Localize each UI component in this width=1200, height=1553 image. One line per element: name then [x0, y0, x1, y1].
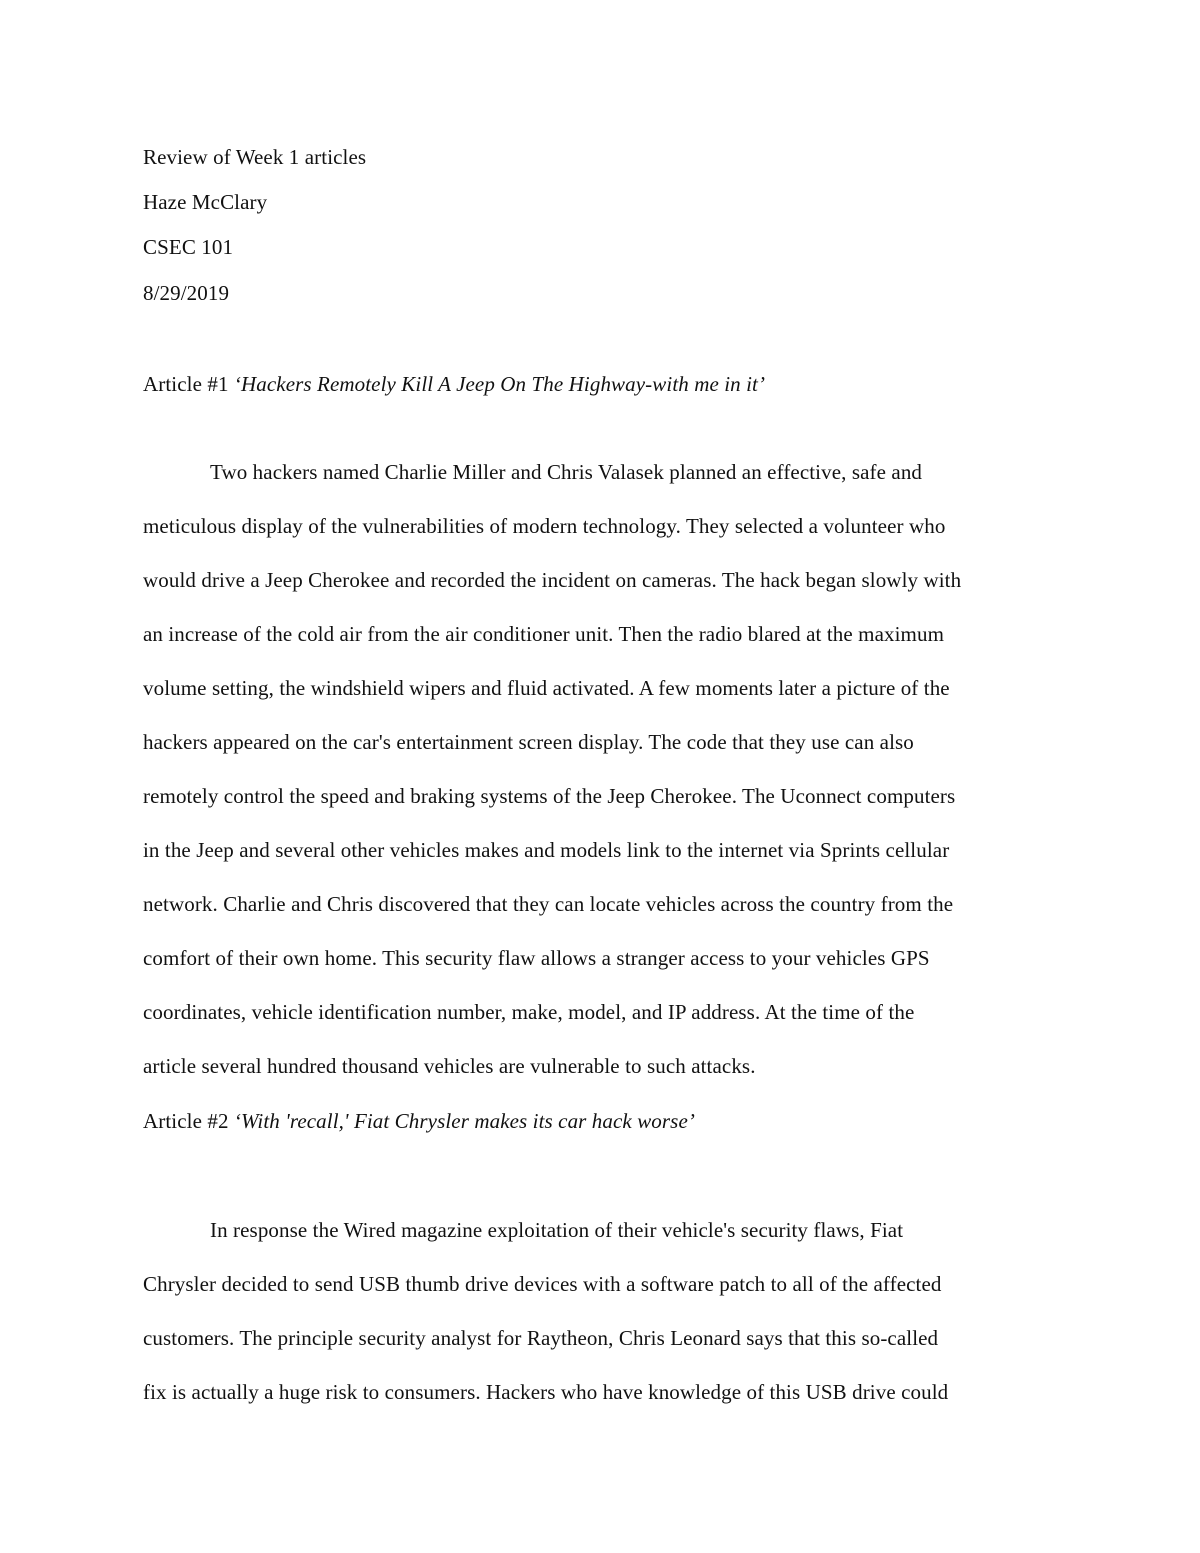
article-1-line: network. Charlie and Chris discovered that they can locate vehicles across the country from the	[143, 892, 954, 916]
article-2-line: customers. The principle security analyst for Raytheon, Chris Leonard says that this so-called	[143, 1326, 939, 1350]
document-date: 8/29/2019	[143, 281, 230, 305]
article-1-line: an increase of the cold air from the air conditioner unit. Then the radio blared at the maximum	[143, 622, 944, 646]
article-1-label: Article #1	[143, 372, 234, 396]
article-1-title: ‘Hackers Remotely Kill A Jeep On The Highway-with me in it’	[233, 372, 766, 396]
article-1-line: comfort of their own home. This security flaw allows a stranger access to your vehicles GPS	[143, 946, 930, 970]
article-1-line: coordinates, vehicle identification number, make, model, and IP address. At the time of the	[143, 1000, 915, 1024]
article-2-title: ‘With 'recall,' Fiat Chrysler makes its car hack worse’	[233, 1109, 695, 1133]
article-2-heading	[143, 1109, 695, 1133]
article-1-line: hackers appeared on the car's entertainment screen display. The code that they use can also	[143, 730, 914, 754]
article-2-line: In response the Wired magazine exploitation of their vehicle's security flaws, Fiat	[210, 1218, 904, 1242]
article-1-line: would drive a Jeep Cherokee and recorded the incident on cameras. The hack began slowly with	[143, 568, 962, 592]
article-1-line: volume setting, the windshield wipers and fluid activated. A few moments later a picture of the	[143, 676, 950, 700]
article-2-line: fix is actually a huge risk to consumers. Hackers who have knowledge of this USB drive could	[143, 1380, 949, 1404]
article-1-heading	[143, 372, 765, 396]
article-1-line: article several hundred thousand vehicles are vulnerable to such attacks.	[143, 1054, 756, 1078]
article-1-line: Two hackers named Charlie Miller and Chris Valasek planned an effective, safe and	[210, 460, 923, 484]
article-2-line: Chrysler decided to send USB thumb drive devices with a software patch to all of the affected	[143, 1272, 942, 1296]
article-2-label: Article #2	[143, 1109, 234, 1133]
author-name: Haze McClary	[143, 190, 268, 214]
document-title: Review of Week 1 articles	[143, 145, 367, 169]
course-code: CSEC 101	[143, 235, 234, 259]
article-1-line: in the Jeep and several other vehicles makes and models link to the internet via Sprints cellular	[143, 838, 950, 862]
article-1-line: meticulous display of the vulnerabilities of modern technology. They selected a volunteer who	[143, 514, 946, 538]
article-1-line: remotely control the speed and braking systems of the Jeep Cherokee. The Uconnect computers	[143, 784, 956, 808]
